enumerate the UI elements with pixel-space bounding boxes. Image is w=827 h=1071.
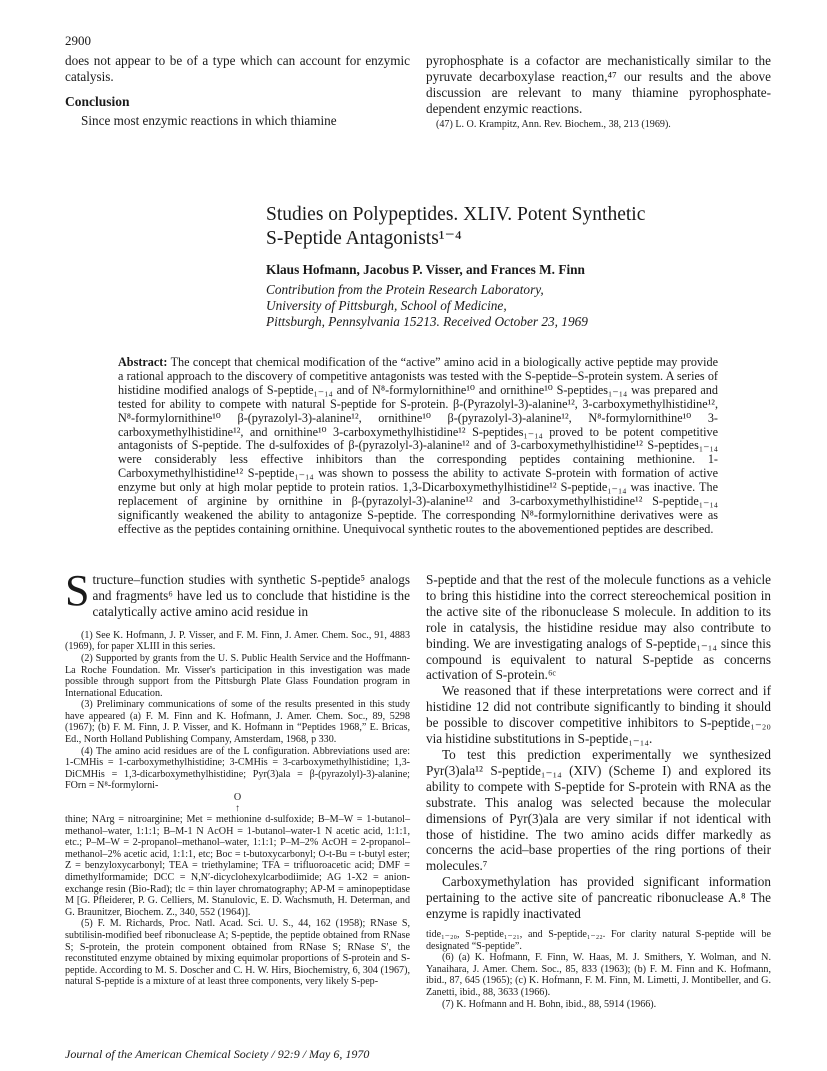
- abstract-label: Abstract:: [118, 355, 168, 369]
- affiliation-line1: Contribution from the Protein Research Laboratory,: [266, 282, 544, 297]
- footnote-5: (5) F. M. Richards, Proc. Natl. Acad. Sci. U. S., 44, 162 (1958); RNase S, subtilisin-modified beef ribonuclease A; S-peptide, the peptide obtained from RNase S; S-protein, the protein component obtained from RNase S; RNase S′, the reconstituted enzyme obtained by mixing equimolar proportions of S-protein and S-peptide. According to M. S. Doscher and C. H. W. Hirs, Biochemistry, 6, 304 (1967), natural S-peptide is a mixture of at least three components, very likely S-pep-: [65, 918, 410, 988]
- footnote-4-continued: thine; NArg = nitroarginine; Met = methionine d-sulfoxide; B–M–W = 1-butanol–methanol–water, 1:1:1; B–M-1 N AcOH = 1-butanol–water-1 N acetic acid, 1:1:1, etc.; P–M–W = 2-propanol–methanol–water, 1:1:1; P–M–2% AcOH = 2-propanol–methanol–2% acetic acid, 1:1:1, etc; Boc = t-butoxycarbonyl; O-t-Bu = t-butyl ester; Z = benzyloxycarbonyl; TEA = triethylamine; TFA = trifluoroacetic acid; DMF = dimethylformamide; DCC = N,N′-dicyclohexylcarbodiimide; AG 1-X2 = anion-exchange resin (Bio-Rad); tlc = thin layer chromatography; AP-M = aminopeptidase M [G. Pfleiderer, P. G. Celliers, M. Stanulovic, E. D. Wachsmuth, H. Determan, and G. Braunitzer, Biochem. Z., 340, 552 (1964)].: [65, 814, 410, 918]
- article-title-line2: S-Peptide Antagonists¹⁻⁴: [266, 228, 462, 249]
- conclusion-text: Since most enzymic reactions in which thiamine: [81, 112, 337, 128]
- page-number: 2900: [65, 33, 91, 48]
- affiliation-line2: University of Pittsburgh, School of Medicine,: [266, 298, 507, 313]
- oxide-arrow: ↑: [234, 803, 241, 815]
- previous-article-paragraph: does not appear to be of a type which can account for enzymic catalysis.: [65, 53, 410, 84]
- footnote-4: (4) The amino acid residues are of the L configuration. Abbreviations used are: 1-CMHis = 1-carboxymethylhistidine; 3-CMHis = 3-carboxymethylhistidine; 1,3-DiCMHis = 1,3-dicarboxymethylhistidine; Pyr(3)ala = β-(pyrazolyl)-3)-alanine; FOrn = N⁸-formylorni-: [65, 745, 410, 792]
- previous-article-left-column: [65, 53, 410, 129]
- previous-article-right-column: [426, 53, 771, 130]
- article-affiliation: [266, 282, 786, 330]
- body-right-column: [426, 572, 771, 1010]
- footnotes-left: [65, 630, 410, 988]
- abstract-text: The concept that chemical modification of the “active” amino acid in a biologically active peptide may provide a rational approach to the discovery of competitive antagonists was tested with the S-peptide–S-protein system. A series of histidine modified analogs of S-peptide₁₋₁₄ and of N⁸-formylornithine¹⁰ and ornithine¹⁰ S-peptides₁₋₁₄ was prepared and tested for ability to compete with natural S-peptide for S-protein. β-(Pyrazolyl-3)-alanine¹², 3-carboxymethylhistidine¹², N⁸-formylornithine¹⁰ β-(pyrazolyl-3)-alanine¹², ornithine¹⁰ β-(pyrazolyl-3)-alanine¹², N⁸-formylornithine¹⁰ 3-carboxymethylhistidine¹², and ornithine¹⁰ 3-carboxymethylhistidine¹² S-peptides₁₋₁₄ proved to be potent competitive antagonists of S-peptide. The d-sulfoxides of β-(pyrazolyl-3)-alanine¹² and of 3-carboxymethylhistidine¹² S-peptides₁₋₁₄ were considerably less effective inhibitors than the corresponding peptides containing methionine. 1-Carboxymethylhistidine¹² S-peptide₁₋₁₄ was shown to possess the ability to activate S-protein with formation of active enzyme but only at high molar peptide to protein ratios. 1,3-Dicarboxymethylhistidine¹² S-peptide₁₋₁₄ was inactive. The replacement of arginine by ornithine in β-(pyrazolyl-3)-alanine¹² and 3-carboxymethylhistidine¹² S-peptide₁₋₁₄ significantly weakened the ability to antagonize S-peptide. The corresponding N⁸-formylornithine derivatives were as effective as the peptides containing ornithine. Unequivocal synthetic routes to the abovementioned peptides are described.: [118, 355, 719, 536]
- article-title-line1: Studies on Polypeptides. XLIV. Potent Synthetic: [266, 204, 646, 225]
- body-left-column: [65, 566, 410, 988]
- footnote-47: (47) L. O. Krampitz, Ann. Rev. Biochem., 38, 213 (1969).: [436, 118, 671, 130]
- footnotes-right: [426, 929, 771, 1010]
- footnote-6: (6) (a) K. Hofmann, F. Finn, W. Haas, M. J. Smithers, Y. Wolman, and N. Yanaihara, J. Amer. Chem. Soc., 85, 833 (1963); (b) F. M. Finn and K. Hofmann, ibid., 87, 645 (1965); (c) K. Hofmann, F. M. Finn, M. Limetti, J. Montibeller, and G. Zanetti, ibid., 88, 3633 (1966).: [426, 952, 771, 998]
- article-authors: Klaus Hofmann, Jacobus P. Visser, and Frances M. Finn: [266, 262, 585, 277]
- article-title: [266, 203, 766, 251]
- body-paragraph-3: To test this prediction experimentally we synthesized Pyr(3)ala¹² S-peptide₁₋₁₄ (XIV) (Scheme I) and explored its ability to compete with S-peptide for S-protein with RNA as the substrate. This analog was selected because the molecular dimensions of Pyr(3)ala are very similar if not identical with those of histidine. The two amino acids differ markedly as concerns the acid–base properties of the ring portions of their molecules.⁷: [426, 746, 771, 874]
- body-paragraph-4: Carboxymethylation has provided significant information pertaining to the active site of pancreatic ribonuclease A.⁸ The enzyme is rapidly inactivated: [426, 874, 771, 922]
- body-paragraph-1: S-peptide and that the rest of the molecule functions as a vehicle to bring this histidine into the correct stereochemical position in the active site of the ribonuclease S molecule. In addition to its role in catalysis, the histidine residue may also contribute to binding. We are investigating analogs of S-peptide₁₋₁₄ since this compound is equivalent to natural S-peptide as concerns activation of S-protein.⁶ᶜ: [426, 572, 771, 683]
- abstract: [118, 356, 718, 537]
- intro-text: tructure–function studies with synthetic S-peptide⁵ analogs and fragments⁶ have led us to conclude that histidine is the catalytically active amino acid residue in: [92, 572, 410, 619]
- footnote-5-continued: tide₁₋₂₀, S-peptide₁₋₂₁, and S-peptide₁₋₂₂. For clarity natural S-peptide will be designated “S-peptide”.: [426, 928, 771, 952]
- affiliation-line3: Pittsburgh, Pennsylvania 15213. Received October 23, 1969: [266, 314, 588, 329]
- footnote-3: (3) Preliminary communications of some of the results presented in this study have appeared (a) F. M. Finn and K. Hofmann, J. Amer. Chem. Soc., 89, 5298 (1967); (b) F. M. Finn, J. P. Visser, and K. Hofmann in “Peptides 1968,” E. Bricas, Ed., North Holland Publishing Company, Amsterdam, 1968, p 330.: [65, 699, 410, 746]
- intro-paragraph: [65, 566, 410, 620]
- body-paragraph-2: We reasoned that if these interpretations were correct and if histidine 12 did not contribute significantly to binding it should be possible to discover competitive inhibitors to S-peptide₁₋₂₀ via histidine substitutions in S-peptide₁₋₁₄.: [426, 683, 771, 747]
- sulfoxide-notation: [65, 792, 410, 814]
- drop-cap: S: [65, 566, 90, 615]
- journal-footer: Journal of the American Chemical Society / 92:9 / May 6, 1970: [65, 1047, 370, 1061]
- footnote-7: (7) K. Hofmann and H. Bohn, ibid., 88, 5914 (1966).: [442, 998, 657, 1010]
- footnote-2: (2) Supported by grants from the U. S. Public Health Service and the Hoffmann-La Roche Foundation. Mr. Visser's participation in this investigation was made possible through support from the Pittsburgh Plate Glass Foundation program in International Education.: [65, 652, 410, 699]
- conclusion-heading: Conclusion: [65, 93, 130, 109]
- oxide-symbol: O: [233, 792, 242, 804]
- footnote-1: (1) See K. Hofmann, J. P. Visser, and F. M. Finn, J. Amer. Chem. Soc., 91, 4883 (1969), for paper XLIII in this series.: [65, 629, 410, 653]
- previous-article-paragraph-right: pyrophosphate is a cofactor are mechanistically similar to the pyruvate decarboxylase reaction,⁴⁷ our results and the above discussion are relevant to many thiamine pyrophosphate-dependent enzymic reactions.: [426, 53, 771, 116]
